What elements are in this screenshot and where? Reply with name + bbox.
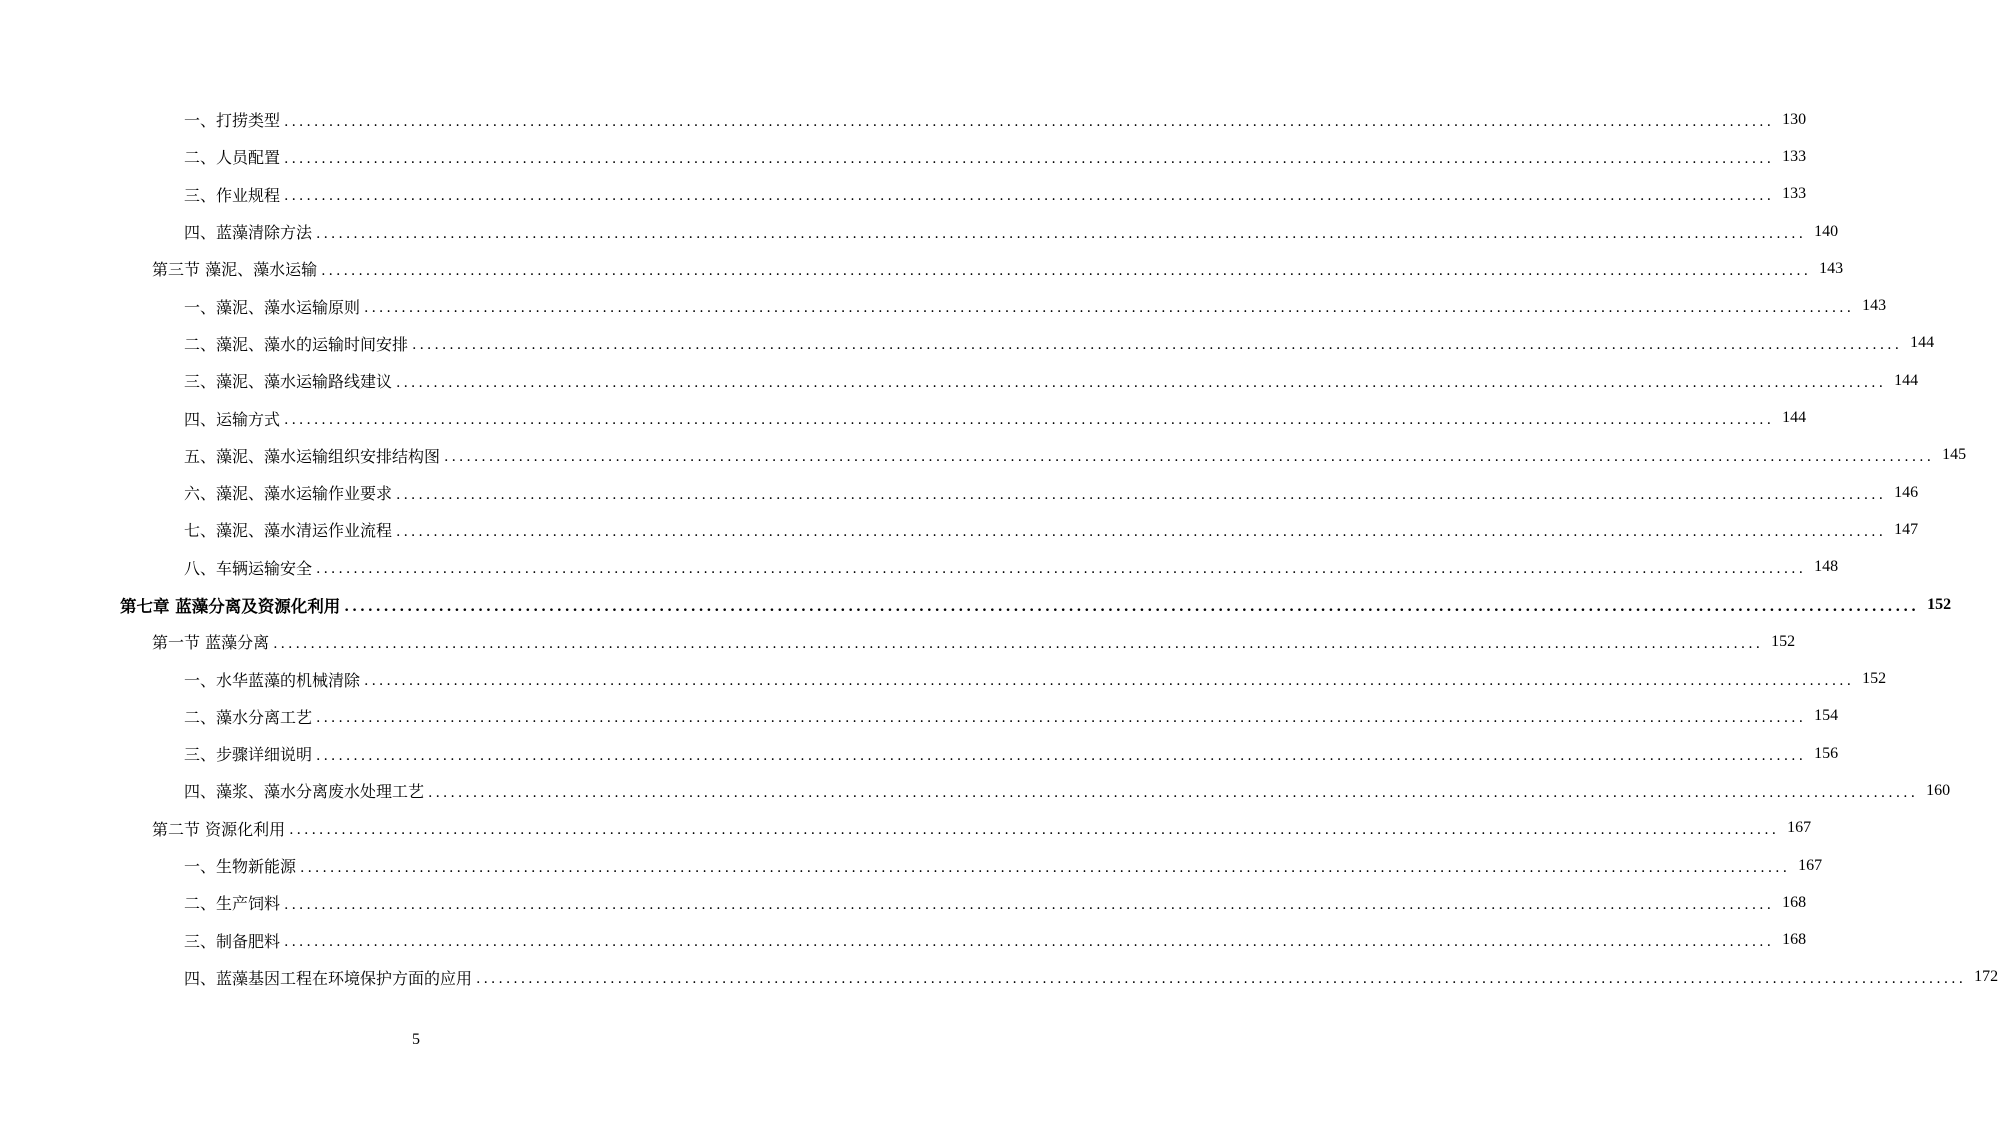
toc-entry-title: 三、藻泥、藻水运输路线建议 — [184, 372, 393, 392]
toc-subsection-entry[interactable] — [0, 735, 1839, 772]
toc-dot-leader: ........................................................................................................................................................................................................ — [444, 449, 1935, 466]
toc-entry-page: 146 — [1894, 483, 1919, 501]
toc-dot-leader: ........................................................................................................................................................................................................ — [284, 896, 1775, 913]
toc-dot-leader: ........................................................................................................................................................................................................ — [396, 486, 1887, 503]
toc-subsection-entry[interactable] — [0, 884, 1807, 921]
toc-entry-title: 三、作业规程 — [184, 185, 281, 205]
toc-dot-leader: ........................................................................................................................................................................................................ — [412, 337, 1903, 354]
toc-dot-leader: ........................................................................................................................................................................................................ — [428, 784, 1919, 801]
toc-subsection-entry[interactable] — [0, 549, 1839, 586]
toc-dot-leader: ........................................................................................................................................................................................................ — [316, 225, 1807, 242]
toc-entry-page: 145 — [1942, 446, 1967, 464]
toc-subsection-entry[interactable] — [0, 511, 1919, 548]
toc-subsection-entry[interactable] — [0, 922, 1807, 959]
toc-entry-page: 168 — [1782, 893, 1807, 911]
toc-entry-page: 167 — [1798, 856, 1823, 874]
toc-entry-page: 133 — [1782, 185, 1807, 203]
toc-entry-page: 133 — [1782, 147, 1807, 165]
toc-dot-leader: ........................................................................................................................................................................................................ — [273, 635, 1764, 652]
toc-entry-title: 六、藻泥、藻水运输作业要求 — [184, 484, 393, 504]
toc-subsection-entry[interactable] — [0, 698, 1839, 735]
toc-entry-title: 一、藻泥、藻水运输原则 — [184, 297, 361, 317]
toc-entry-title: 二、藻泥、藻水的运输时间安排 — [184, 334, 409, 354]
toc-subsection-entry[interactable] — [0, 176, 1807, 213]
toc-entry-title: 七、藻泥、藻水清运作业流程 — [184, 521, 393, 541]
toc-entry-title: 三、步骤详细说明 — [184, 745, 313, 765]
toc-subsection-entry[interactable] — [0, 399, 1807, 436]
toc-entry-page: 144 — [1910, 334, 1935, 352]
toc-dot-leader: ........................................................................................................................................................................................................ — [316, 561, 1807, 578]
toc-dot-leader: ........................................................................................................................................................................................................ — [476, 971, 1967, 988]
toc-subsection-entry[interactable] — [0, 437, 1967, 474]
toc-entry-page: 144 — [1894, 371, 1919, 389]
toc-entry-title: 三、制备肥料 — [184, 931, 281, 951]
toc-subsection-entry[interactable] — [0, 101, 1807, 138]
toc-entry-page: 152 — [1771, 632, 1796, 650]
toc-dot-leader: ........................................................................................................................................................................................................ — [284, 150, 1775, 167]
toc-dot-leader: ........................................................................................................................................................................................................ — [316, 710, 1807, 727]
toc-entry-page: 143 — [1819, 259, 1844, 277]
toc-entry-title: 四、蓝藻清除方法 — [184, 223, 313, 243]
toc-entry-title: 二、人员配置 — [184, 148, 281, 168]
page-number: 5 — [412, 1031, 420, 1048]
toc-entry-title: 一、水华蓝藻的机械清除 — [184, 670, 361, 690]
toc-entry-title: 二、生产饲料 — [184, 894, 281, 914]
toc-dot-leader: ........................................................................................................................................................................................................ — [344, 598, 1920, 615]
toc-entry-page: 140 — [1814, 222, 1839, 240]
toc-dot-leader: ........................................................................................................................................................................................................ — [284, 934, 1775, 951]
toc-entry-title: 五、藻泥、藻水运输组织安排结构图 — [184, 446, 441, 466]
toc-entry-page: 152 — [1927, 595, 1952, 613]
toc-subsection-entry[interactable] — [0, 325, 1935, 362]
toc-entry-page: 143 — [1862, 297, 1887, 315]
toc-entry-page: 148 — [1814, 558, 1839, 576]
toc-chapter-entry[interactable] — [0, 586, 1952, 623]
toc-entry-title: 二、藻水分离工艺 — [184, 707, 313, 727]
toc-entry-page: 156 — [1814, 744, 1839, 762]
toc-entry-page: 144 — [1782, 409, 1807, 427]
toc-entry-page: 154 — [1814, 707, 1839, 725]
toc-entry-title: 一、打捞类型 — [184, 111, 281, 131]
toc-entry-title: 八、车辆运输安全 — [184, 558, 313, 578]
toc-entry-page: 130 — [1782, 110, 1807, 128]
toc-dot-leader: ........................................................................................................................................................................................................ — [300, 859, 1791, 876]
toc-entry-page: 160 — [1926, 781, 1951, 799]
toc-entry-page: 168 — [1782, 931, 1807, 949]
toc-subsection-entry[interactable] — [0, 959, 1998, 996]
toc-dot-leader: ........................................................................................................................................................................................................ — [289, 822, 1780, 839]
toc-section-entry[interactable] — [0, 810, 1812, 847]
toc-dot-leader: ........................................................................................................................................................................................................ — [364, 300, 1855, 317]
toc-entry-title: 第一节 蓝藻分离 — [152, 633, 270, 653]
toc-entry-title: 第三节 藻泥、藻水运输 — [152, 260, 318, 280]
toc-entry-page: 167 — [1787, 819, 1812, 837]
toc-subsection-entry[interactable] — [0, 213, 1839, 250]
table-of-contents — [0, 101, 1998, 996]
toc-entry-page: 152 — [1862, 670, 1887, 688]
toc-dot-leader: ........................................................................................................................................................................................................ — [364, 673, 1855, 690]
toc-entry-title: 第二节 资源化利用 — [152, 819, 286, 839]
toc-dot-leader: ........................................................................................................................................................................................................ — [321, 262, 1812, 279]
toc-subsection-entry[interactable] — [0, 772, 1951, 809]
toc-entry-title: 四、蓝藻基因工程在环境保护方面的应用 — [184, 968, 473, 988]
toc-dot-leader: ........................................................................................................................................................................................................ — [396, 523, 1887, 540]
toc-entry-page: 172 — [1974, 968, 1998, 986]
toc-dot-leader: ........................................................................................................................................................................................................ — [284, 412, 1775, 429]
toc-entry-title: 第七章 蓝藻分离及资源化利用 — [120, 596, 341, 616]
toc-dot-leader: ........................................................................................................................................................................................................ — [396, 374, 1887, 391]
toc-entry-title: 一、生物新能源 — [184, 857, 297, 877]
toc-subsection-entry[interactable] — [0, 660, 1887, 697]
toc-section-entry[interactable] — [0, 250, 1844, 287]
toc-section-entry[interactable] — [0, 623, 1796, 660]
toc-subsection-entry[interactable] — [0, 474, 1919, 511]
toc-subsection-entry[interactable] — [0, 362, 1919, 399]
toc-entry-page: 147 — [1894, 520, 1919, 538]
toc-entry-title: 四、藻浆、藻水分离废水处理工艺 — [184, 782, 425, 802]
toc-dot-leader: ........................................................................................................................................................................................................ — [284, 113, 1775, 130]
toc-subsection-entry[interactable] — [0, 847, 1823, 884]
toc-dot-leader: ........................................................................................................................................................................................................ — [316, 747, 1807, 764]
toc-entry-title: 四、运输方式 — [184, 409, 281, 429]
toc-subsection-entry[interactable] — [0, 138, 1807, 175]
toc-dot-leader: ........................................................................................................................................................................................................ — [284, 188, 1775, 205]
toc-subsection-entry[interactable] — [0, 287, 1887, 324]
